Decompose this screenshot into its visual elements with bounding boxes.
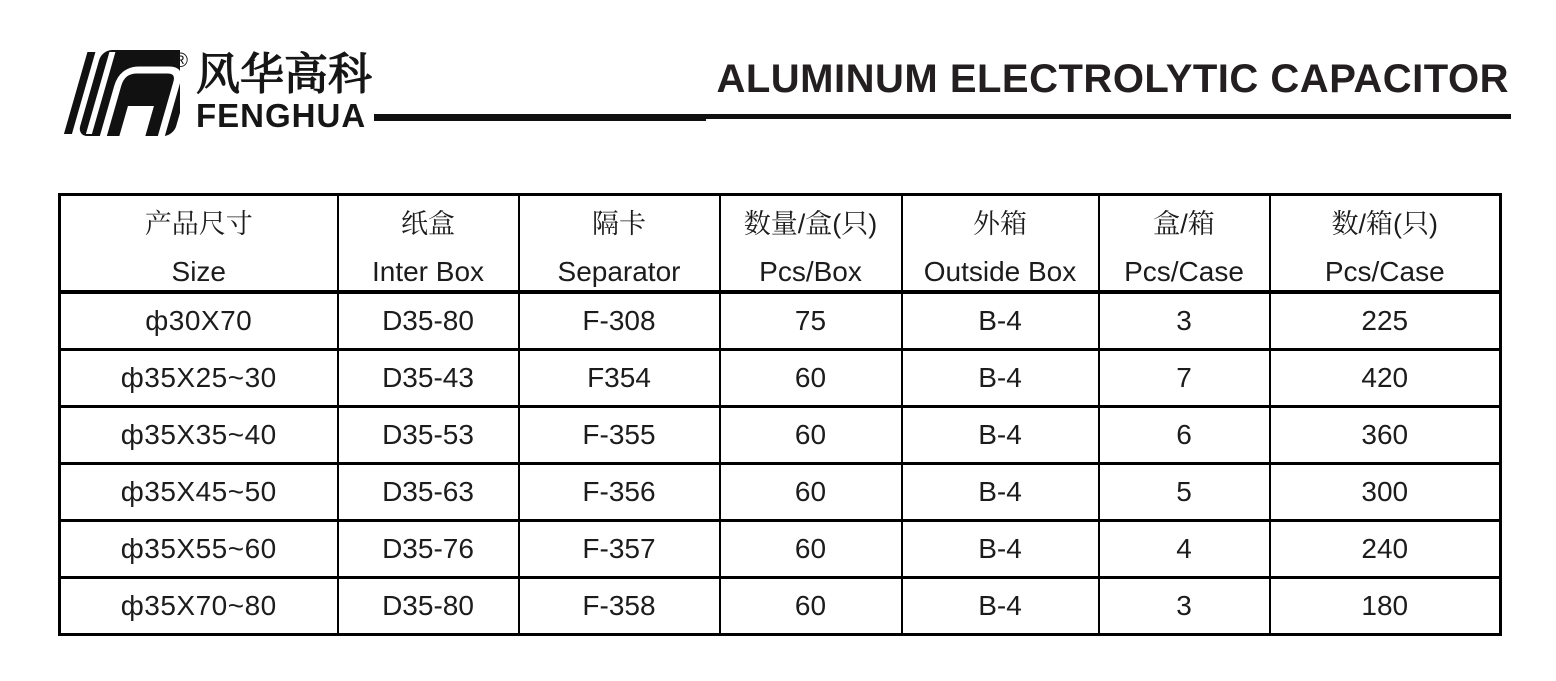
cell-boxes-per-case: 7	[1099, 349, 1270, 406]
col-header-size-en: Size	[171, 256, 226, 287]
col-header-boxes-per-case	[1099, 195, 1270, 293]
packing-table	[58, 193, 1502, 636]
cell-pcs-box: 60	[720, 463, 902, 520]
logo-english-name: FENGHUA	[196, 97, 367, 134]
cell-size: ф35X35~40	[60, 406, 338, 463]
cell-size: ф35X45~50	[60, 463, 338, 520]
col-header-separator	[519, 195, 720, 293]
table-row	[60, 577, 1501, 634]
col-header-size	[60, 195, 338, 293]
cell-pcs-per-case: 180	[1270, 577, 1501, 634]
fh-monogram-icon	[38, 50, 180, 136]
cell-outside-box: B-4	[902, 520, 1099, 577]
cell-separator: F-356	[519, 463, 720, 520]
cell-inter-box: D35-76	[338, 520, 519, 577]
cell-inter-box: D35-53	[338, 406, 519, 463]
cell-size: ф35X25~30	[60, 349, 338, 406]
logo-chinese-name: 风华高科	[196, 50, 372, 99]
cell-pcs-box: 60	[720, 520, 902, 577]
cell-separator: F-358	[519, 577, 720, 634]
cell-boxes-per-case: 6	[1099, 406, 1270, 463]
cell-outside-box: B-4	[902, 577, 1099, 634]
col-header-inter-box	[338, 195, 519, 293]
cell-boxes-per-case: 5	[1099, 463, 1270, 520]
table-row	[60, 349, 1501, 406]
header-divider-step	[374, 119, 706, 121]
registered-trademark-symbol: ®	[173, 50, 188, 72]
table-row	[60, 463, 1501, 520]
cell-size: ф35X70~80	[60, 577, 338, 634]
col-header-boxes-per-case-zh: 盒/箱	[1153, 209, 1215, 239]
col-header-outside-box	[902, 195, 1099, 293]
col-header-outside-box-en: Outside Box	[923, 256, 1077, 287]
col-header-inter-box-en: Inter Box	[371, 256, 485, 287]
cell-outside-box: B-4	[902, 292, 1099, 349]
page-title: ALUMINUM ELECTROLYTIC CAPACITOR	[716, 57, 1509, 101]
col-header-outside-box-zh: 外箱	[973, 209, 1027, 239]
cell-pcs-per-case: 360	[1270, 406, 1501, 463]
col-header-inter-box-zh: 纸盒	[401, 209, 455, 239]
cell-separator: F-308	[519, 292, 720, 349]
cell-outside-box: B-4	[902, 349, 1099, 406]
table-row	[60, 520, 1501, 577]
cell-pcs-box: 75	[720, 292, 902, 349]
col-header-separator-en: Separator	[557, 256, 681, 287]
table-row	[60, 406, 1501, 463]
logo-text	[196, 52, 372, 136]
col-header-pcs-box	[720, 195, 902, 293]
cell-inter-box: D35-63	[338, 463, 519, 520]
cell-boxes-per-case: 3	[1099, 292, 1270, 349]
cell-separator: F-355	[519, 406, 720, 463]
col-header-separator-zh: 隔卡	[592, 209, 646, 239]
cell-pcs-box: 60	[720, 406, 902, 463]
cell-pcs-per-case: 420	[1270, 349, 1501, 406]
cell-pcs-per-case: 300	[1270, 463, 1501, 520]
col-header-boxes-per-case-en: Pcs/Case	[1124, 256, 1244, 287]
fenghua-logo	[38, 50, 372, 136]
cell-inter-box: D35-43	[338, 349, 519, 406]
table-row	[60, 292, 1501, 349]
cell-boxes-per-case: 3	[1099, 577, 1270, 634]
cell-size: ф30X70	[60, 292, 338, 349]
col-header-pcs-per-case-en: Pcs/Case	[1324, 256, 1445, 287]
col-header-pcs-per-case	[1270, 195, 1501, 293]
cell-separator: F-357	[519, 520, 720, 577]
cell-pcs-per-case: 240	[1270, 520, 1501, 577]
col-header-pcs-box-en: Pcs/Box	[759, 256, 862, 287]
cell-inter-box: D35-80	[338, 292, 519, 349]
col-header-size-zh: 产品尺寸	[144, 209, 253, 239]
table-header-row	[60, 195, 1501, 293]
cell-size: ф35X55~60	[60, 520, 338, 577]
fenghua-logo-icon	[38, 50, 188, 136]
cell-separator: F354	[519, 349, 720, 406]
cell-inter-box: D35-80	[338, 577, 519, 634]
col-header-pcs-per-case-zh: 数/箱(只)	[1331, 209, 1438, 239]
cell-outside-box: B-4	[902, 463, 1099, 520]
cell-boxes-per-case: 4	[1099, 520, 1270, 577]
col-header-pcs-box-zh: 数量/盒(只)	[743, 209, 878, 239]
cell-pcs-box: 60	[720, 577, 902, 634]
cell-pcs-per-case: 225	[1270, 292, 1501, 349]
cell-pcs-box: 60	[720, 349, 902, 406]
cell-outside-box: B-4	[902, 406, 1099, 463]
